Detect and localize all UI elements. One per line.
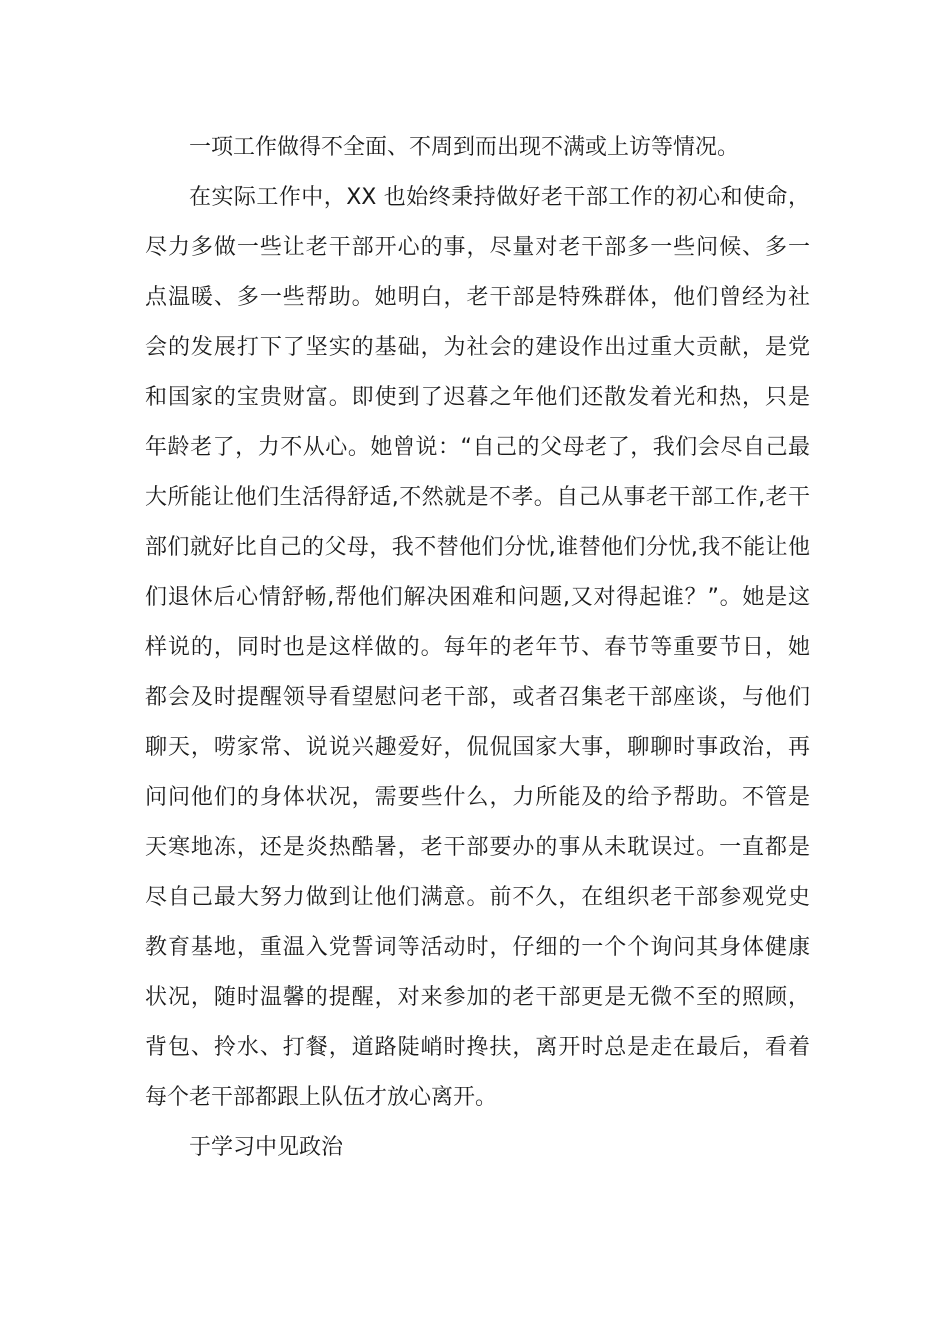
paragraph-line: 问问他们的身体状况，需要些什么，力所能及的给予帮助。不管是 [145,785,810,810]
main-paragraph [145,173,810,1123]
section-heading: 于学习中见政治 [189,1135,344,1160]
paragraph-line: 每个老干部都跟上队伍才放心离开。 [145,1085,498,1110]
document-body [145,123,810,1173]
paragraph-line: 尽自己最大努力做到让他们满意。前不久，在组织老干部参观党史 [145,885,810,910]
paragraph-line: 聊天，唠家常、说说兴趣爱好，侃侃国家大事，聊聊时事政治，再 [145,735,810,760]
opening-line: 一项工作做得不全面、不周到而出现不满或上访等情况。 [189,135,740,160]
paragraph-line: 在实际工作中，XX 也始终秉持做好老干部工作的初心和使命， [189,185,810,210]
paragraph-line: 天寒地冻，还是炎热酷暑，老干部要办的事从未耽误过。一直都是 [145,835,810,860]
paragraph-line: 会的发展打下了坚实的基础，为社会的建设作出过重大贡献，是党 [145,335,810,360]
paragraph-line: 状况，随时温馨的提醒，对来参加的老干部更是无微不至的照顾， [145,985,810,1010]
paragraph-line: 部们就好比自己的父母，我不替他们分忧,谁替他们分忧,我不能让他 [145,535,810,560]
paragraph-line: 样说的，同时也是这样做的。每年的老年节、春节等重要节日，她 [145,635,810,660]
paragraph-line: 教育基地，重温入党誓词等活动时，仔细的一个个询问其身体健康 [145,935,810,960]
paragraph-line: 背包、拎水、打餐，道路陡峭时搀扶，离开时总是走在最后，看着 [145,1035,810,1060]
paragraph-line: 和国家的宝贵财富。即使到了迟暮之年他们还散发着光和热，只是 [145,385,810,410]
paragraph-line: 都会及时提醒领导看望慰问老干部，或者召集老干部座谈，与他们 [145,685,810,710]
paragraph-line: 尽力多做一些让老干部开心的事，尽量对老干部多一些问候、多一 [145,235,810,260]
paragraph-line: 点温暖、多一些帮助。她明白，老干部是特殊群体，他们曾经为社 [145,285,810,310]
paragraph-line: 年龄老了，力不从心。她曾说：“自己的父母老了，我们会尽自己最 [145,435,810,460]
paragraph-line: 们退休后心情舒畅,帮他们解决困难和问题,又对得起谁？”。她是这 [145,585,810,610]
paragraph-line: 大所能让他们生活得舒适,不然就是不孝。自己从事老干部工作,老干 [145,485,810,510]
